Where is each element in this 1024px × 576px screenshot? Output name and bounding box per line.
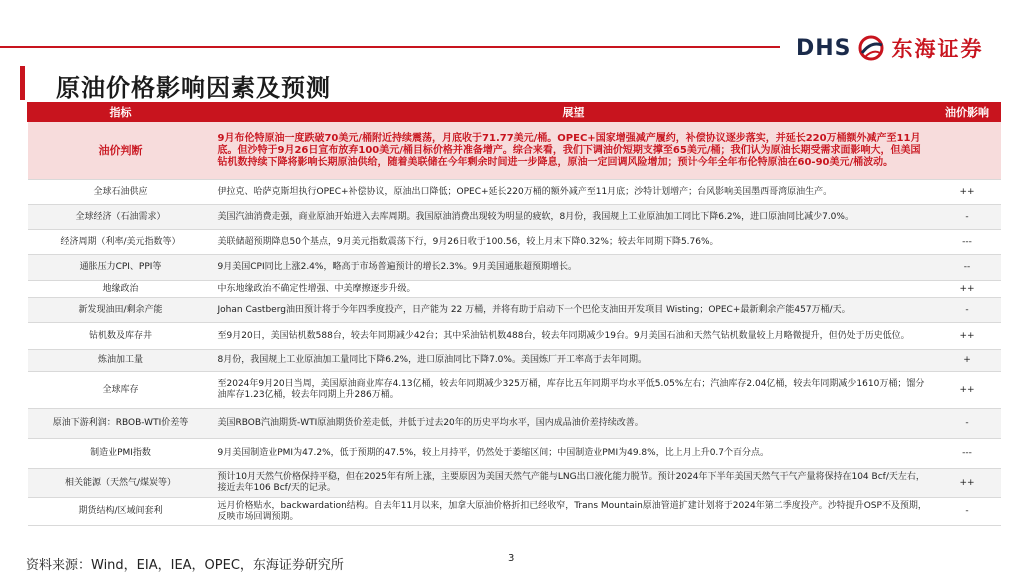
table-header-row <box>28 103 1001 122</box>
table-row <box>28 255 1001 281</box>
impact-cell: --- <box>934 230 1001 255</box>
page-title: 原油价格影响因素及预测 <box>56 74 331 102</box>
impact-cell: ++ <box>934 323 1001 350</box>
table-row <box>28 180 1001 205</box>
indicator-cell: 炼油加工量 <box>28 350 214 372</box>
impact-cell: ++ <box>934 281 1001 298</box>
impact-cell: - <box>934 409 1001 439</box>
table-row <box>28 281 1001 298</box>
factor-table <box>27 102 1001 526</box>
table-row <box>28 350 1001 372</box>
brand-latin: DHS <box>796 35 852 61</box>
outlook-cell: 至2024年9月20日当周，美国原油商业库存4.13亿桶，较去年同期减少325万桶，库存比五年同期平均水平低5.05%左右；汽油库存2.04亿桶，较去年同期减少1610万桶；馏分油库存1.23亿桶，较去年同期上升286万桶。 <box>214 372 934 409</box>
header-divider <box>0 46 780 48</box>
indicator-cell: 制造业PMI指数 <box>28 439 214 469</box>
indicator-cell: 全球经济（石油需求） <box>28 205 214 230</box>
outlook-cell: 美国汽油消费走强，商业原油开始进入去库周期。我国原油消费出现较为明显的疲软，8月份，我国规上工业原油加工同比下降6.2%，进口原油同比减少7.0%。 <box>214 205 934 230</box>
table-row <box>28 205 1001 230</box>
outlook-cell: Johan Castberg油田预计将于今年四季度投产，日产能为 22 万桶，并将有助于启动下一个巴伦支油田开发项目 Wisting；OPEC+最新剩余产能457万桶/天。 <box>214 298 934 323</box>
outlook-cell: 8月份，我国规上工业原油加工量同比下降6.2%，进口原油同比下降7.0%。美国炼厂开工率高于去年同期。 <box>214 350 934 372</box>
outlook-cell: 中东地缘政治不确定性增强、中美摩擦逐步升级。 <box>214 281 934 298</box>
outlook-cell: 远月价格贴水，backwardation结构。自去年11月以来，加拿大原油价格折扣已经收窄，Trans Mountain原油管道扩建计划将于2024年第二季度投产。沙特提升OSP不及预期，反映市场回调预期。 <box>214 498 934 526</box>
impact-cell: --- <box>934 439 1001 469</box>
outlook-cell: 至9月20日，美国钻机数588台，较去年同期减少42台；其中采油钻机数488台，较去年同期减少19台。9月美国石油和天然气钻机数量较上月略微提升，但仍处于历史低位。 <box>214 323 934 350</box>
impact-cell: + <box>934 350 1001 372</box>
indicator-cell: 相关能源（天然气/煤炭等） <box>28 469 214 498</box>
impact-cell: ++ <box>934 180 1001 205</box>
impact-cell: ++ <box>934 469 1001 498</box>
outlook-cell: 美联储超预期降息50个基点，9月美元指数震荡下行，9月26日收于100.56，较上月末下降0.32%；较去年同期下降5.76%。 <box>214 230 934 255</box>
table-row <box>28 298 1001 323</box>
table-row <box>28 409 1001 439</box>
outlook-cell: 9月美国CPI同比上涨2.4%，略高于市场普遍预计的增长2.3%。9月美国通胀超预期增长。 <box>214 255 934 281</box>
brand-chinese: 东海证券 <box>891 37 984 61</box>
header-outlook: 展望 <box>214 103 934 122</box>
indicator-cell: 全球库存 <box>28 372 214 409</box>
outlook-cell: 美国RBOB汽油期货-WTI原油期货价差走低，并低于过去20年的历史平均水平，国内成品油价差持续改善。 <box>214 409 934 439</box>
outlook-cell: 伊拉克、哈萨克斯坦执行OPEC+补偿协议，原油出口降低；OPEC+延长220万桶的额外减产至11月底；沙特计划增产；台风影响美国墨西哥湾原油生产。 <box>214 180 934 205</box>
impact-cell <box>934 122 1001 180</box>
indicator-cell: 新发现油田/剩余产能 <box>28 298 214 323</box>
header-impact: 油价影响 <box>934 103 1001 122</box>
impact-cell: - <box>934 205 1001 230</box>
indicator-cell: 地缘政治 <box>28 281 214 298</box>
indicator-cell: 通胀压力CPI、PPI等 <box>28 255 214 281</box>
indicator-cell: 期货结构/区域间套利 <box>28 498 214 526</box>
indicator-cell: 钻机数及库存井 <box>28 323 214 350</box>
table-row <box>28 372 1001 409</box>
indicator-cell: 经济周期（利率/美元指数等） <box>28 230 214 255</box>
brand-swirl-icon <box>856 33 886 63</box>
impact-cell: -- <box>934 255 1001 281</box>
table-row <box>28 469 1001 498</box>
table-row <box>28 439 1001 469</box>
impact-cell: - <box>934 498 1001 526</box>
outlook-cell: 9月布伦特原油一度跌破70美元/桶附近持续震荡，月底收于71.77美元/桶。OPEC+国家增强减产履约，补偿协议逐步落实，并延长220万桶额外减产至11月底。但沙特于9月26日宣布放弃100美元/桶目标价格并准备增产。综合来看，我们下调油价短期支撑至65美元/桶；我们认为原油长期受需求面影响大，但美国钻机数持续下降将影响长期原油供给，随着美联储在今年剩余时间进一步降息，原油一定回调风险增加；预计今年全年布伦特原油在60-90美元/桶波动。 <box>214 122 934 180</box>
table-row <box>28 323 1001 350</box>
indicator-cell: 原油下游利润：RBOB-WTI价差等 <box>28 409 214 439</box>
impact-cell: - <box>934 298 1001 323</box>
header-indicator: 指标 <box>28 103 214 122</box>
page-number: 3 <box>508 553 515 564</box>
indicator-cell: 全球石油供应 <box>28 180 214 205</box>
outlook-cell: 9月美国制造业PMI为47.2%，低于预期的47.5%，较上月持平，仍然处于萎缩区间；中国制造业PMI为49.8%，比上月上升0.7个百分点。 <box>214 439 934 469</box>
impact-cell: ++ <box>934 372 1001 409</box>
title-accent-bar <box>20 66 25 100</box>
table-row <box>28 230 1001 255</box>
brand-logo <box>796 31 984 65</box>
outlook-cell: 预计10月天然气价格保持平稳，但在2025年有所上涨，主要原因为美国天然气产能与LNG出口液化能力脱节。预计2024年下半年美国天然气干气产量将保持在104 Bcf/天左右，接近去年106 Bcf/天的记录。 <box>214 469 934 498</box>
table-row <box>28 122 1001 180</box>
source-note: 资料来源：Wind，EIA，IEA，OPEC，东海证券研究所 <box>26 558 344 573</box>
table-row <box>28 498 1001 526</box>
indicator-cell: 油价判断 <box>28 122 214 180</box>
